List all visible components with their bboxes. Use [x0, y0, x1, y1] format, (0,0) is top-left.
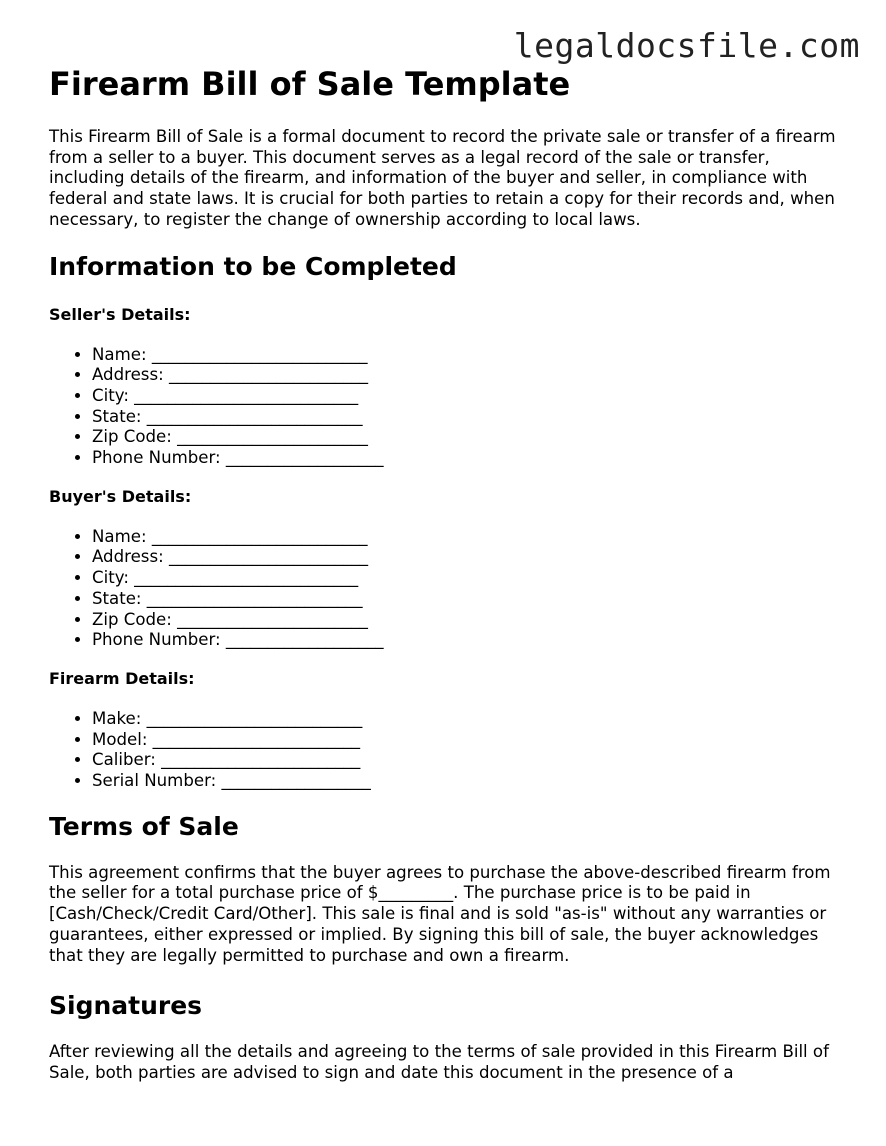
buyer-field-list [49, 527, 849, 651]
intro-paragraph: This Firearm Bill of Sale is a formal document to record the private sale or transfer of a firearm from a seller to a buyer. This document serves as a legal record of the sale or transfer, including details of the firearm, and information of the buyer and seller, in compliance with federal and state laws. It is crucial for both parties to retain a copy for their records and, when necessary, to register the change of ownership according to local laws. [49, 127, 836, 229]
firearm-caliber-field: • Caliber: ________________________ [92, 750, 849, 771]
seller-name-field: • Name: __________________________ [92, 345, 849, 366]
buyer-phone-field: • Phone Number: ___________________ [92, 630, 849, 651]
seller-heading: Seller's Details: [49, 304, 191, 324]
seller-city-field: • City: ___________________________ [92, 386, 849, 407]
firearm-serial-field: • Serial Number: __________________ [92, 771, 849, 792]
buyer-zip-field: • Zip Code: _______________________ [92, 610, 849, 631]
document-page [49, 62, 849, 1084]
signatures-paragraph: After reviewing all the details and agreeing to the terms of sale provided in this Firearm Bill of Sale, both parties are advised to sign and date this document in the presence of a [49, 1042, 829, 1082]
seller-state-field: • State: __________________________ [92, 407, 849, 428]
firearm-heading: Firearm Details: [49, 668, 195, 688]
seller-field-list [49, 345, 849, 469]
firearm-field-list [49, 709, 849, 792]
buyer-state-field: • State: __________________________ [92, 589, 849, 610]
watermark: legaldocsfile.com [513, 26, 860, 65]
firearm-model-field: • Model: _________________________ [92, 730, 849, 751]
firearm-make-field: • Make: __________________________ [92, 709, 849, 730]
buyer-name-field: • Name: __________________________ [92, 527, 849, 548]
terms-heading: Terms of Sale [49, 811, 239, 841]
buyer-address-field: • Address: ________________________ [92, 547, 849, 568]
seller-phone-field: • Phone Number: ___________________ [92, 448, 849, 469]
terms-paragraph: This agreement confirms that the buyer agrees to purchase the above-described firearm from the seller for a total purchase price of $_________. The purchase price is to be paid in [Cash/Check/Credit Card/Other]. This sale is final and is sold "as-is" without any warranties or guarantees, either expressed or implied. By signing this bill of sale, the buyer acknowledges that they are legally permitted to purchase and own a firearm. [49, 862, 831, 965]
buyer-city-field: • City: ___________________________ [92, 568, 849, 589]
page-title: Firearm Bill of Sale Template [49, 65, 571, 103]
seller-address-field: • Address: ________________________ [92, 365, 849, 386]
seller-zip-field: • Zip Code: _______________________ [92, 427, 849, 448]
info-heading: Information to be Completed [49, 251, 457, 281]
buyer-heading: Buyer's Details: [49, 486, 192, 506]
signatures-heading: Signatures [49, 991, 203, 1021]
